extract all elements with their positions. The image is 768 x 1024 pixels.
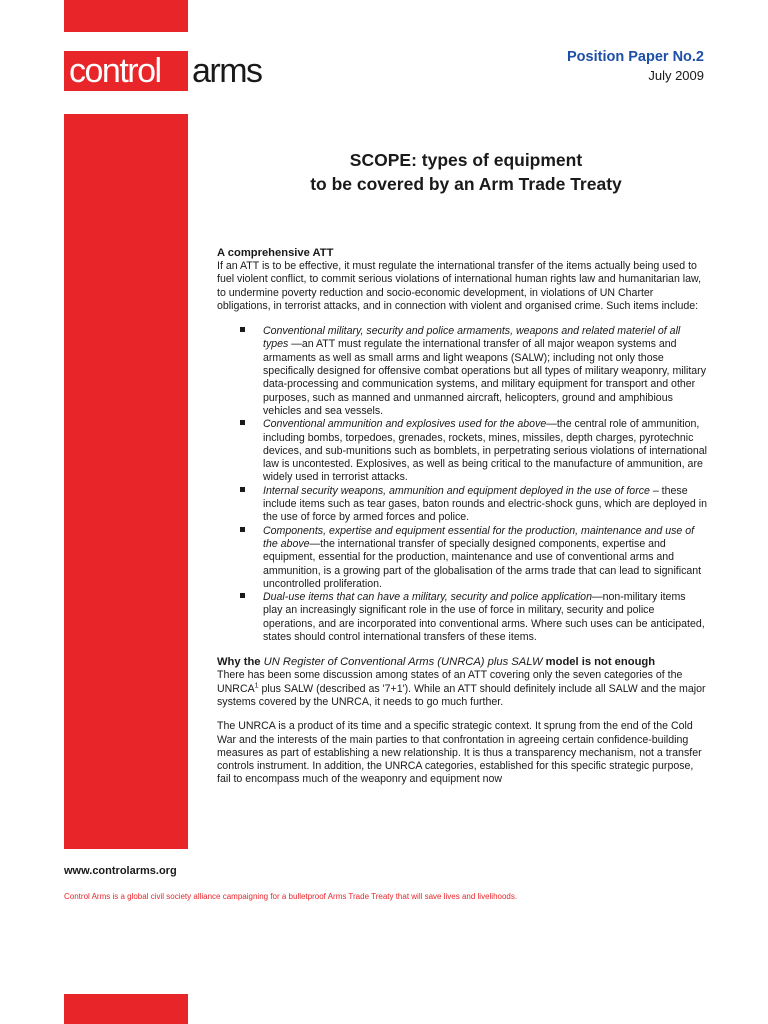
bullet-icon bbox=[240, 527, 245, 532]
bullet-icon bbox=[240, 593, 245, 598]
bullet-icon bbox=[240, 420, 245, 425]
equipment-list bbox=[217, 325, 707, 644]
list-item bbox=[217, 485, 707, 525]
logo-word-arms: arms bbox=[192, 52, 262, 90]
paragraph-unrca-context: The UNRCA is a product of its time and a specific strategic context. It sprung from the end of the Cold War and the interests of the main parties to that confrontation in agreeing certain confidence-building measures as part of establishing a new relationship. It is thus a transparency mechanism, not a transfer controls instrument. In addition, the UNRCA categories, established for this specific strategic purpose, fail to encompass much of the weaponry and equipment now bbox=[217, 720, 702, 786]
bullet-icon bbox=[240, 327, 245, 332]
footer-tagline: Control Arms is a global civil society alliance campaigning for a bulletproof Arms Trade Treaty that will save lives and livelihoods. bbox=[64, 892, 518, 901]
footnote-marker: 1 bbox=[254, 682, 259, 690]
decorative-red-bar-bottom bbox=[64, 994, 188, 1024]
list-item-body: —non-military items play an increasingly significant role in the use of force in military, security and police operations, and are incorporated into conventional arms. Where such uses can be anticipated, states should control international transfers of these items. bbox=[263, 591, 705, 644]
publication-date: July 2009 bbox=[648, 68, 704, 83]
main-content bbox=[217, 246, 707, 787]
list-item-lead: Components, expertise and equipment essential for the production, maintenance and use of the above bbox=[263, 524, 695, 550]
list-item-lead: Conventional ammunition and explosives used for the above bbox=[263, 418, 547, 431]
section-intro-paragraph: If an ATT is to be effective, it must regulate the international transfer of the items actually being used to fuel violent conflict, to commit serious violations of international human rights law and humanitarian law, to undermine poverty reduction and socio-economic development, in violations of UN Charter obligations, in terrorist attacks, and in connection with violent and organised crime. Such items include: bbox=[217, 260, 702, 312]
paragraph-text: plus SALW (described as '7+1'). While an ATT should definitely include all SALW and the major systems covered by the UNRCA, it needs to go much further. bbox=[217, 682, 706, 708]
list-item-body: —the international transfer of specially designed components, expertise and equipment, essential for the production, maintenance and use of conventional arms and ammunition, is a growing part of the globalisation of the arms trade that can lead to significant uncontrolled proliferation. bbox=[263, 537, 702, 590]
document-title-line-2: to be covered by an Arm Trade Treaty bbox=[310, 174, 622, 194]
heading-italic: UN Register of Conventional Arms (UNRCA) plus SALW bbox=[263, 656, 543, 669]
list-item bbox=[217, 525, 707, 591]
list-item-lead: Internal security weapons, ammunition and equipment deployed in the use of force bbox=[263, 484, 650, 497]
bullet-icon bbox=[240, 487, 245, 492]
list-item-body: —an ATT must regulate the international transfer of all major weapon systems and armaments as well as small arms and light weapons (SALW); including not only those specifically designed for offensive combat operations but all types of military weaponry, military data-processing and communication systems, and military equipment for transport and other purposes, such as manned and unmanned aircraft, helicopters, ground and amphibious vehicles and sea vessels. bbox=[263, 338, 706, 417]
list-item-lead: Conventional military, security and police armaments, weapons and related materiel of all types bbox=[263, 325, 681, 351]
list-item bbox=[217, 591, 707, 644]
document-title-line-1: SCOPE: types of equipment bbox=[349, 150, 583, 170]
section-heading-comprehensive-att: A comprehensive ATT bbox=[217, 247, 334, 259]
list-item-lead: Dual-use items that can have a military, security and police application bbox=[263, 591, 592, 604]
position-paper-title: Position Paper No.2 bbox=[567, 49, 704, 65]
document-title bbox=[210, 148, 722, 196]
section-heading-why-unrca bbox=[217, 655, 707, 669]
list-item-body: —the central role of ammunition, including bombs, torpedoes, grenades, rockets, mines, missiles, depth charges, pyrotechnic devices, and sub-munitions such as bomblets, in perpetrating serious violations of international law is uncontested. Explosives, as well as being critical to the manufacture of ammunition, are widely used in terrorist attacks. bbox=[263, 418, 708, 484]
logo bbox=[64, 51, 188, 91]
paragraph-unrca-discussion bbox=[217, 669, 707, 709]
paragraph-text: There has been some discussion among states of an ATT covering only the seven categories of the UNRCA bbox=[217, 669, 683, 695]
list-item bbox=[217, 325, 707, 418]
decorative-red-sidebar bbox=[64, 114, 188, 849]
heading-suffix: model is not enough bbox=[542, 656, 656, 669]
footer-website-link[interactable]: www.controlarms.org bbox=[64, 865, 177, 877]
logo-word-control: control bbox=[69, 52, 161, 90]
heading-prefix: Why the bbox=[217, 656, 264, 669]
list-item bbox=[217, 418, 707, 484]
decorative-red-bar-top bbox=[64, 0, 188, 32]
list-item-body: – these include items such as tear gases, baton rounds and electric-shock guns, which are deployed in the use of force by armed forces and police. bbox=[263, 484, 708, 524]
